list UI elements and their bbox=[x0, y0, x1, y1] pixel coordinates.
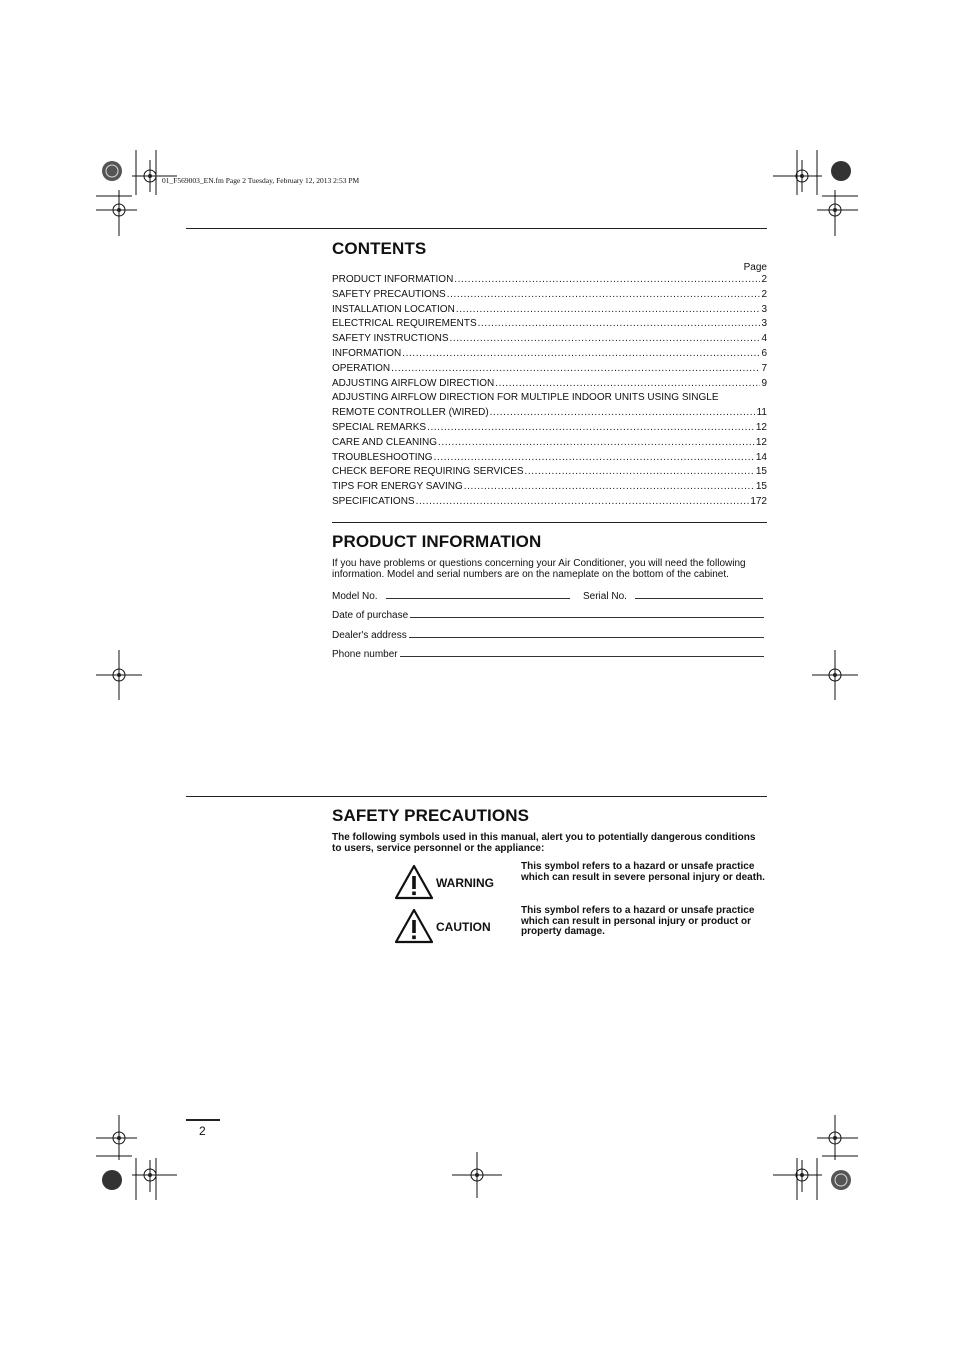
toc-item[interactable] bbox=[332, 303, 767, 318]
toc-leader-dots bbox=[525, 465, 755, 480]
caution-label: CAUTION bbox=[436, 920, 491, 934]
print-slug: 01_F569003_EN.fm Page 2 Tuesday, February 12, 2013 2:53 PM bbox=[162, 176, 360, 185]
toc-item[interactable] bbox=[332, 317, 767, 332]
contents-title: CONTENTS bbox=[332, 239, 427, 258]
date-of-purchase-line[interactable] bbox=[410, 608, 764, 618]
toc-item-label: SPECIAL REMARKS bbox=[332, 421, 427, 433]
toc-item-label: SAFETY INSTRUCTIONS bbox=[332, 333, 449, 345]
toc-item-page: 12 bbox=[755, 436, 767, 448]
toc-item-page: 15 bbox=[755, 481, 767, 493]
caution-triangle-icon bbox=[394, 908, 434, 944]
model-no-label: Model No. bbox=[332, 591, 378, 602]
toc-leader-dots bbox=[478, 317, 761, 332]
toc-item-label: CHECK BEFORE REQUIRING SERVICES bbox=[332, 466, 524, 478]
toc-item[interactable] bbox=[332, 465, 767, 480]
toc-item[interactable] bbox=[332, 421, 767, 436]
date-of-purchase-field[interactable] bbox=[332, 608, 764, 622]
page-number: 2 bbox=[199, 1124, 206, 1138]
toc-item[interactable] bbox=[332, 480, 767, 495]
toc-leader-dots bbox=[416, 495, 750, 510]
toc-item[interactable] bbox=[332, 347, 767, 362]
toc-leader-dots bbox=[490, 406, 756, 421]
dealer-address-line[interactable] bbox=[409, 628, 764, 638]
dealer-address-field[interactable] bbox=[332, 628, 764, 642]
toc-item-label: SAFETY PRECAUTIONS bbox=[332, 288, 446, 300]
toc-item-page: 7 bbox=[761, 362, 767, 374]
toc-item-page: 3 bbox=[761, 318, 767, 330]
toc-item-label: TROUBLESHOOTING bbox=[332, 451, 433, 463]
toc-item-label: CARE AND CLEANING bbox=[332, 436, 438, 448]
toc-leader-dots bbox=[402, 347, 760, 362]
product-info-title: PRODUCT INFORMATION bbox=[332, 532, 542, 551]
toc-item[interactable] bbox=[332, 377, 767, 392]
toc-item-page: 9 bbox=[761, 377, 767, 389]
warning-description: This symbol refers to a hazard or unsafe practice which can result in severe personal injury or death. bbox=[521, 861, 765, 883]
safety-title: SAFETY PRECAUTIONS bbox=[332, 806, 530, 825]
toc-item-page: 12 bbox=[755, 421, 767, 433]
safety-intro: The following symbols used in this manual, alert you to potentially dangerous conditions to users, service personnel or the appliance: bbox=[332, 832, 756, 854]
toc-item[interactable] bbox=[332, 273, 767, 288]
toc-item-label: PRODUCT INFORMATION bbox=[332, 274, 454, 285]
toc-item-label: ADJUSTING AIRFLOW DIRECTION bbox=[332, 377, 495, 389]
toc-item[interactable] bbox=[332, 288, 767, 303]
date-of-purchase-label: Date of purchase bbox=[332, 610, 409, 621]
model-no-field[interactable] bbox=[332, 589, 570, 603]
phone-number-line[interactable] bbox=[400, 647, 764, 657]
toc-item[interactable] bbox=[332, 391, 767, 406]
toc-item-label: TIPS FOR ENERGY SAVING bbox=[332, 481, 463, 493]
toc-item[interactable] bbox=[332, 406, 767, 421]
toc-item-page: 4 bbox=[761, 333, 767, 345]
toc-item-label: SPECIFICATIONS bbox=[332, 495, 415, 507]
toc-leader-dots bbox=[427, 421, 755, 436]
phone-number-label: Phone number bbox=[332, 649, 398, 660]
serial-no-label: Serial No. bbox=[583, 591, 627, 602]
toc-item[interactable] bbox=[332, 436, 767, 451]
serial-no-line[interactable] bbox=[635, 589, 763, 599]
product-info-intro: If you have problems or questions concerning your Air Conditioner, you will need the following information. Model and serial numbers are on the nameplate on the bottom of the cabinet. bbox=[332, 558, 746, 580]
toc-leader-dots bbox=[438, 436, 755, 451]
toc-item-label: ELECTRICAL REQUIREMENTS bbox=[332, 318, 477, 330]
toc-leader-dots bbox=[495, 377, 760, 392]
toc-leader-dots bbox=[454, 273, 760, 288]
toc-item-label: OPERATION bbox=[332, 362, 391, 374]
phone-number-field[interactable] bbox=[332, 647, 764, 661]
section-rule bbox=[332, 522, 767, 523]
toc-leader-dots bbox=[447, 288, 761, 303]
warning-label: WARNING bbox=[436, 876, 494, 890]
toc-item-page: 2 bbox=[761, 274, 767, 285]
caution-description: This symbol refers to a hazard or unsafe practice which can result in personal injury or product or property damage. bbox=[521, 905, 755, 937]
toc-item-page: 172 bbox=[750, 495, 767, 507]
middle-rule bbox=[186, 796, 767, 797]
toc-item-page: 6 bbox=[761, 347, 767, 359]
toc-item[interactable] bbox=[332, 362, 767, 377]
toc-item-label: INFORMATION bbox=[332, 347, 402, 359]
toc-item-page: 11 bbox=[756, 407, 767, 419]
top-rule bbox=[186, 228, 767, 229]
toc-leader-dots bbox=[434, 451, 755, 466]
toc-item-label: REMOTE CONTROLLER (WIRED) bbox=[332, 407, 489, 419]
toc-leader-dots bbox=[456, 303, 761, 318]
toc-item-label: INSTALLATION LOCATION bbox=[332, 303, 455, 315]
dealer-address-label: Dealer's address bbox=[332, 630, 407, 641]
toc-item[interactable] bbox=[332, 451, 767, 466]
toc-page-header: Page bbox=[743, 262, 767, 273]
toc-leader-dots bbox=[464, 480, 755, 495]
model-no-line[interactable] bbox=[386, 589, 570, 599]
toc-item-page: 2 bbox=[761, 288, 767, 300]
toc-item[interactable] bbox=[332, 332, 767, 347]
toc-item-page: 14 bbox=[755, 451, 767, 463]
page-number-rule bbox=[186, 1119, 220, 1121]
toc-item[interactable] bbox=[332, 495, 767, 510]
toc-leader-dots bbox=[450, 332, 761, 347]
toc-item-label: ADJUSTING AIRFLOW DIRECTION FOR MULTIPLE INDOOR UNITS USING SINGLE bbox=[332, 392, 719, 404]
serial-no-field[interactable] bbox=[583, 589, 763, 603]
warning-triangle-icon bbox=[394, 864, 434, 900]
table-of-contents bbox=[332, 262, 767, 510]
toc-item-page: 3 bbox=[761, 303, 767, 315]
toc-item-page: 15 bbox=[755, 466, 767, 478]
toc-leader-dots bbox=[391, 362, 760, 377]
